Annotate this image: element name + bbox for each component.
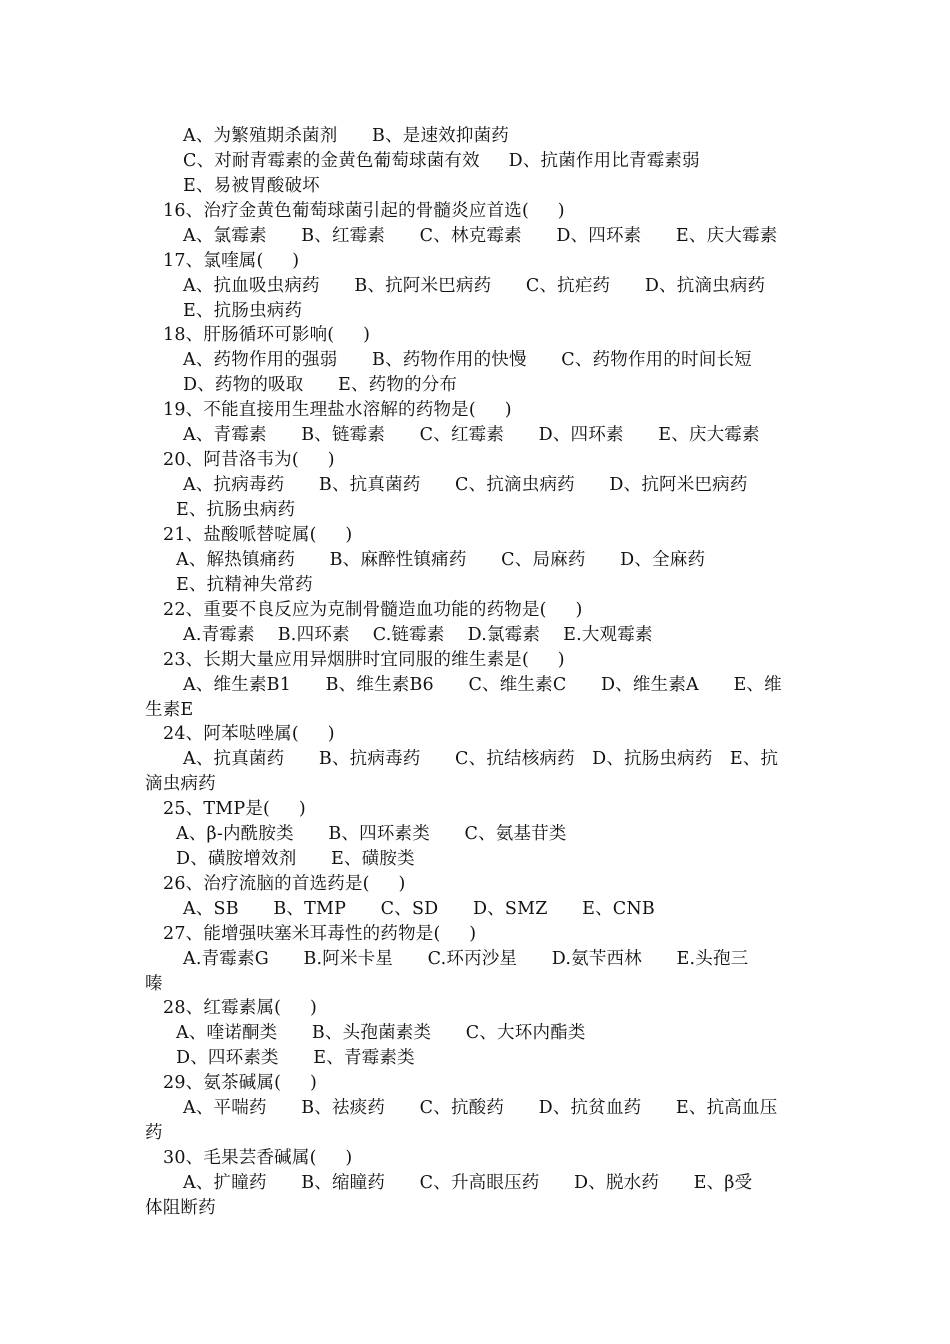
q15-options-cd: C、对耐青霉素的金黄色葡萄球菌有效 D、抗菌作用比青霉素弱	[183, 151, 700, 171]
q18-options-de: D、药物的吸取 E、药物的分布	[183, 375, 458, 395]
q24-options: A、抗真菌药 B、抗病毒药 C、抗结核病药 D、抗肠虫病药 E、抗	[183, 749, 779, 769]
q25-question: 25、TMP是( )	[163, 799, 306, 819]
q29-question: 29、氨茶碱属( )	[163, 1073, 318, 1093]
q30-options-wrap: 体阻断药	[145, 1198, 216, 1218]
q18-question: 18、肝肠循环可影响( )	[163, 325, 371, 345]
q19-options: A、青霉素 B、链霉素 C、红霉素 D、四环素 E、庆大霉素	[183, 425, 760, 445]
q15-option-e: E、易被胃酸破坏	[183, 176, 320, 196]
q17-question: 17、氯喹属( )	[163, 251, 300, 271]
q25-options-abc: A、β-内酰胺类 B、四环素类 C、氨基苷类	[176, 824, 567, 844]
q20-question: 20、阿昔洛韦为( )	[163, 450, 335, 470]
q18-options-abc: A、药物作用的强弱 B、药物作用的快慢 C、药物作用的时间长短	[183, 350, 752, 370]
q23-options-wrap: 生素E	[145, 700, 194, 720]
q27-options: A.青霉素G B.阿米卡星 C.环丙沙星 D.氨苄西林 E.头孢三	[183, 949, 749, 969]
q27-question: 27、能增强呋塞米耳毒性的药物是( )	[163, 924, 477, 944]
q23-options: A、维生素B1 B、维生素B6 C、维生素C D、维生素A E、维	[183, 675, 782, 695]
q17-options-abcd: A、抗血吸虫病药 B、抗阿米巴病药 C、抗疟药 D、抗滴虫病药	[183, 276, 766, 296]
q17-option-e: E、抗肠虫病药	[183, 301, 303, 321]
q22-question: 22、重要不良反应为克制骨髓造血功能的药物是( )	[163, 600, 583, 620]
q15-options-ab: A、为繁殖期杀菌剂 B、是速效抑菌药	[183, 126, 509, 146]
q24-options-wrap: 滴虫病药	[145, 774, 216, 794]
q25-options-de: D、磺胺增效剂 E、磺胺类	[176, 849, 415, 869]
q28-options-abc: A、喹诺酮类 B、头孢菌素类 C、大环内酯类	[176, 1023, 586, 1043]
q21-option-e: E、抗精神失常药	[176, 575, 313, 595]
q23-question: 23、长期大量应用异烟肼时宜同服的维生素是( )	[163, 650, 565, 670]
q19-question: 19、不能直接用生理盐水溶解的药物是( )	[163, 400, 512, 420]
q29-options-wrap: 药	[145, 1123, 163, 1143]
q16-options: A、氯霉素 B、红霉素 C、林克霉素 D、四环素 E、庆大霉素	[183, 226, 778, 246]
q20-options-abcd: A、抗病毒药 B、抗真菌药 C、抗滴虫病药 D、抗阿米巴病药	[183, 475, 748, 495]
q28-question: 28、红霉素属( )	[163, 998, 318, 1018]
q22-options: A.青霉素 B.四环素 C.链霉素 D.氯霉素 E.大观霉素	[183, 625, 653, 645]
q30-options: A、扩瞳药 B、缩瞳药 C、升高眼压药 D、脱水药 E、β受	[183, 1173, 753, 1193]
q21-question: 21、盐酸哌替啶属( )	[163, 525, 353, 545]
q28-options-de: D、四环素类 E、青霉素类	[176, 1048, 415, 1068]
q29-options: A、平喘药 B、祛痰药 C、抗酸药 D、抗贫血药 E、抗高血压	[183, 1098, 778, 1118]
q16-question: 16、治疗金黄色葡萄球菌引起的骨髓炎应首选( )	[163, 201, 565, 221]
q27-options-wrap: 嗪	[145, 974, 163, 994]
q26-options: A、SB B、TMP C、SD D、SMZ E、CNB	[183, 899, 655, 919]
q26-question: 26、治疗流脑的首选药是( )	[163, 874, 406, 894]
q24-question: 24、阿苯哒唑属( )	[163, 724, 335, 744]
q21-options-abcd: A、解热镇痛药 B、麻醉性镇痛药 C、局麻药 D、全麻药	[176, 550, 706, 570]
q30-question: 30、毛果芸香碱属( )	[163, 1148, 353, 1168]
q20-option-e: E、抗肠虫病药	[176, 500, 296, 520]
